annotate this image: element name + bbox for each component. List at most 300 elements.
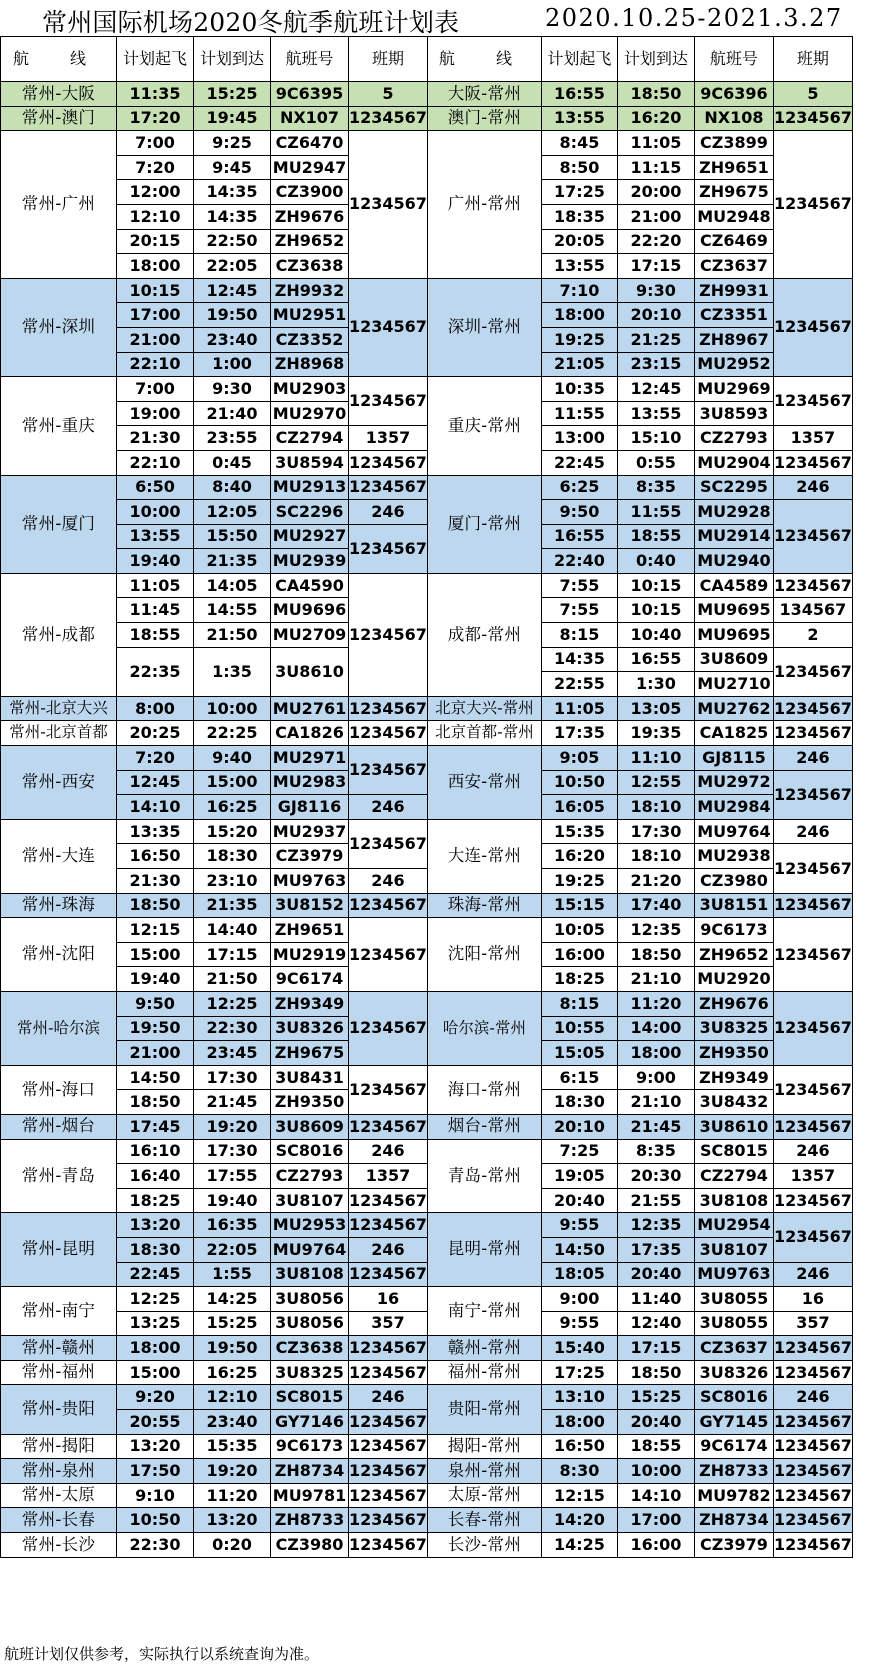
flight-number: MU2903	[271, 377, 349, 402]
arrival-time: 16:25	[194, 795, 271, 820]
arrival-time: 21:50	[194, 967, 271, 992]
departure-time: 8:45	[541, 131, 617, 156]
flight-number: 3U8610	[694, 1114, 773, 1139]
route-name: 西安-常州	[427, 746, 541, 820]
departure-time: 19:25	[541, 327, 617, 352]
flight-number: CZ3900	[271, 180, 349, 205]
departure-time: 17:25	[541, 1360, 617, 1385]
schedule-days: 1234567	[773, 1410, 852, 1435]
arrival-time: 14:35	[194, 180, 271, 205]
schedule-days: 1357	[349, 1164, 428, 1189]
departure-time: 22:10	[117, 450, 194, 475]
arrival-time: 1:35	[194, 647, 271, 696]
route-name: 常州-贵阳	[1, 1385, 117, 1434]
arrival-time: 14:05	[194, 573, 271, 598]
departure-time: 8:30	[541, 1459, 617, 1484]
departure-time: 21:00	[117, 1041, 194, 1066]
departure-time: 6:50	[117, 475, 194, 500]
route-name: 哈尔滨-常州	[427, 991, 541, 1065]
schedule-days: 5	[349, 82, 428, 107]
departure-time: 9:55	[541, 1311, 617, 1336]
departure-time: 21:30	[117, 869, 194, 894]
route-name: 福州-常州	[427, 1360, 541, 1385]
arrival-time: 16:55	[617, 647, 694, 672]
departure-time: 9:20	[117, 1385, 194, 1410]
route-name: 常州-海口	[1, 1065, 117, 1114]
flight-number: SC8015	[271, 1385, 349, 1410]
flight-number: 3U8325	[271, 1360, 349, 1385]
route-name: 常州-太原	[1, 1483, 117, 1508]
departure-time: 7:00	[117, 377, 194, 402]
arrival-time: 21:45	[617, 1114, 694, 1139]
route-name: 常州-赣州	[1, 1336, 117, 1361]
flight-number: MU2937	[271, 819, 349, 844]
flight-number: MU2928	[694, 500, 773, 525]
schedule-days: 1234567	[773, 1065, 852, 1114]
route-name: 常州-大阪	[1, 82, 117, 107]
schedule-days: 1234567	[773, 770, 852, 819]
route-name: 成都-常州	[427, 573, 541, 696]
route-name: 厦门-常州	[427, 475, 541, 573]
departure-time: 19:05	[541, 1164, 617, 1189]
flight-number: ZH9651	[271, 918, 349, 943]
arrival-time: 11:55	[617, 500, 694, 525]
table-row	[1, 1065, 853, 1090]
arrival-time: 23:15	[617, 352, 694, 377]
route-name: 常州-大连	[1, 819, 117, 893]
table-row	[1, 1459, 853, 1484]
departure-time: 16:00	[541, 942, 617, 967]
table-row	[1, 573, 853, 598]
schedule-days: 1234567	[349, 524, 428, 573]
arrival-time: 10:00	[617, 1459, 694, 1484]
schedule-days: 1234567	[773, 278, 852, 376]
departure-time: 14:25	[541, 1533, 617, 1558]
route-name: 重庆-常州	[427, 377, 541, 475]
flight-number: MU2940	[694, 549, 773, 574]
route-name: 太原-常州	[427, 1483, 541, 1508]
departure-time: 19:25	[541, 869, 617, 894]
arrival-time: 18:50	[617, 942, 694, 967]
departure-time: 7:55	[541, 573, 617, 598]
arrival-time: 15:10	[617, 426, 694, 451]
flight-number: ZH8733	[694, 1459, 773, 1484]
flight-number: 3U8325	[694, 1016, 773, 1041]
departure-time: 17:20	[117, 106, 194, 131]
departure-time: 7:20	[117, 155, 194, 180]
flight-number: 3U8326	[271, 1016, 349, 1041]
schedule-days: 1234567	[773, 500, 852, 574]
departure-time: 17:50	[117, 1459, 194, 1484]
schedule-days: 1234567	[349, 450, 428, 475]
arrival-time: 21:25	[617, 327, 694, 352]
route-name: 贵阳-常州	[427, 1385, 541, 1434]
date-range: 2020.10.25-2021.3.27	[545, 4, 843, 32]
departure-time: 10:55	[541, 1016, 617, 1041]
schedule-days: 1234567	[773, 918, 852, 992]
arrival-time: 16:20	[617, 106, 694, 131]
arrival-time: 10:00	[194, 696, 271, 721]
route-name: 常州-广州	[1, 131, 117, 279]
departure-time: 20:10	[541, 1114, 617, 1139]
table-row	[1, 1360, 853, 1385]
schedule-days: 1234567	[773, 131, 852, 279]
departure-time: 14:20	[541, 1508, 617, 1533]
table-row	[1, 819, 853, 844]
arrival-time: 12:45	[617, 377, 694, 402]
schedule-days: 1234567	[773, 377, 852, 426]
flight-number: MU2972	[694, 770, 773, 795]
arrival-time: 18:50	[617, 1360, 694, 1385]
departure-time: 18:50	[117, 893, 194, 918]
flight-number: ZH9349	[271, 991, 349, 1016]
arrival-time: 21:00	[617, 204, 694, 229]
flight-number: NX107	[271, 106, 349, 131]
route-name: 海口-常州	[427, 1065, 541, 1114]
arrival-time: 12:10	[194, 1385, 271, 1410]
schedule-days: 5	[773, 82, 852, 107]
arrival-time: 12:45	[194, 278, 271, 303]
header-days-out: 班期	[349, 37, 428, 82]
flight-number: CZ3979	[271, 844, 349, 869]
schedule-days: 1234567	[349, 819, 428, 868]
arrival-time: 22:05	[194, 254, 271, 279]
route-name: 揭阳-常州	[427, 1434, 541, 1459]
arrival-time: 9:30	[617, 278, 694, 303]
arrival-time: 17:30	[194, 1065, 271, 1090]
table-row	[1, 1287, 853, 1312]
departure-time: 8:15	[541, 991, 617, 1016]
schedule-days: 246	[349, 1237, 428, 1262]
table-row	[1, 1213, 853, 1238]
arrival-time: 15:25	[194, 82, 271, 107]
flight-number: ZH8734	[271, 1459, 349, 1484]
arrival-time: 22:25	[194, 721, 271, 746]
flight-number: NX108	[694, 106, 773, 131]
arrival-time: 22:20	[617, 229, 694, 254]
departure-time: 18:00	[117, 1336, 194, 1361]
arrival-time: 13:05	[617, 696, 694, 721]
flight-number: MU9781	[271, 1483, 349, 1508]
schedule-days: 1234567	[349, 1213, 428, 1238]
departure-time: 13:55	[541, 254, 617, 279]
flight-number: 3U8107	[271, 1188, 349, 1213]
departure-time: 16:40	[117, 1164, 194, 1189]
flight-number: 3U8431	[271, 1065, 349, 1090]
route-name: 常州-西安	[1, 746, 117, 820]
flight-number: GY7146	[271, 1410, 349, 1435]
departure-time: 17:35	[541, 721, 617, 746]
flight-number: MU9782	[694, 1483, 773, 1508]
flight-number: 3U8609	[271, 1114, 349, 1139]
arrival-time: 19:45	[194, 106, 271, 131]
flight-number: 9C6395	[271, 82, 349, 107]
departure-time: 17:00	[117, 303, 194, 328]
route-name: 青岛-常州	[427, 1139, 541, 1213]
schedule-days: 246	[349, 1385, 428, 1410]
departure-time: 7:10	[541, 278, 617, 303]
flight-number: ZH8968	[271, 352, 349, 377]
schedule-days: 246	[773, 819, 852, 844]
flight-number: ZH9652	[694, 942, 773, 967]
arrival-time: 19:50	[194, 303, 271, 328]
flight-number: MU2983	[271, 770, 349, 795]
departure-time: 13:20	[117, 1213, 194, 1238]
departure-time: 18:25	[117, 1188, 194, 1213]
departure-time: 6:25	[541, 475, 617, 500]
departure-time: 19:40	[117, 549, 194, 574]
departure-time: 18:05	[541, 1262, 617, 1287]
schedule-days: 1234567	[773, 647, 852, 696]
arrival-time: 18:10	[617, 844, 694, 869]
flight-number: MU9695	[694, 598, 773, 623]
arrival-time: 23:55	[194, 426, 271, 451]
schedule-days: 2	[773, 623, 852, 648]
route-name: 南宁-常州	[427, 1287, 541, 1336]
arrival-time: 17:55	[194, 1164, 271, 1189]
flight-schedule-table	[0, 36, 853, 1558]
table-row	[1, 1385, 853, 1410]
page-title: 常州国际机场2020冬航季航班计划表	[42, 8, 460, 37]
departure-time: 22:35	[117, 647, 194, 696]
arrival-time: 12:40	[617, 1311, 694, 1336]
arrival-time: 19:50	[194, 1336, 271, 1361]
flight-number: CZ2793	[271, 1164, 349, 1189]
arrival-time: 21:10	[617, 967, 694, 992]
arrival-time: 11:20	[617, 991, 694, 1016]
route-name: 常州-哈尔滨	[1, 991, 117, 1065]
table-row	[1, 721, 853, 746]
arrival-time: 10:15	[617, 598, 694, 623]
arrival-time: 1:00	[194, 352, 271, 377]
arrival-time: 16:25	[194, 1360, 271, 1385]
flight-number: MU2914	[694, 524, 773, 549]
arrival-time: 9:45	[194, 155, 271, 180]
arrival-time: 21:55	[617, 1188, 694, 1213]
arrival-time: 14:55	[194, 598, 271, 623]
flight-number: 3U8152	[271, 893, 349, 918]
departure-time: 7:55	[541, 598, 617, 623]
schedule-days: 1234567	[349, 1336, 428, 1361]
table-row	[1, 869, 853, 894]
schedule-days: 1234567	[349, 1360, 428, 1385]
table-row	[1, 1262, 853, 1287]
departure-time: 14:35	[541, 647, 617, 672]
flight-number: 3U8055	[694, 1287, 773, 1312]
departure-time: 9:55	[541, 1213, 617, 1238]
schedule-days: 16	[349, 1287, 428, 1312]
arrival-time: 18:50	[617, 82, 694, 107]
arrival-time: 12:35	[617, 1213, 694, 1238]
table-row	[1, 1533, 853, 1558]
flight-number: MU2927	[271, 524, 349, 549]
departure-time: 20:25	[117, 721, 194, 746]
departure-time: 16:05	[541, 795, 617, 820]
arrival-time: 10:40	[617, 623, 694, 648]
schedule-days: 1234567	[349, 475, 428, 500]
departure-time: 9:00	[541, 1287, 617, 1312]
departure-time: 10:00	[117, 500, 194, 525]
route-name: 常州-青岛	[1, 1139, 117, 1213]
arrival-time: 23:40	[194, 327, 271, 352]
departure-time: 13:55	[541, 106, 617, 131]
route-name: 沈阳-常州	[427, 918, 541, 992]
flight-number: 3U8107	[694, 1237, 773, 1262]
route-name: 烟台-常州	[427, 1114, 541, 1139]
departure-time: 15:05	[541, 1041, 617, 1066]
arrival-time: 14:10	[617, 1483, 694, 1508]
departure-time: 21:00	[117, 327, 194, 352]
departure-time: 14:10	[117, 795, 194, 820]
schedule-days: 1234567	[349, 1262, 428, 1287]
flight-number: 3U8432	[694, 1090, 773, 1115]
table-row	[1, 1311, 853, 1336]
departure-time: 15:40	[541, 1336, 617, 1361]
arrival-time: 16:00	[617, 1533, 694, 1558]
arrival-time: 20:00	[617, 180, 694, 205]
flight-number: MU9764	[694, 819, 773, 844]
departure-time: 15:00	[117, 1360, 194, 1385]
arrival-time: 12:35	[617, 918, 694, 943]
route-name: 北京大兴-常州	[427, 696, 541, 721]
footer-note: 航班计划仅供参考，实际执行以系统查询为准。	[4, 1645, 320, 1663]
route-name: 常州-重庆	[1, 377, 117, 475]
departure-time: 16:50	[117, 844, 194, 869]
schedule-days: 246	[349, 795, 428, 820]
arrival-time: 11:15	[617, 155, 694, 180]
departure-time: 9:05	[541, 746, 617, 771]
arrival-time: 0:55	[617, 450, 694, 475]
table-row	[1, 918, 853, 943]
flight-number: 9C6396	[694, 82, 773, 107]
departure-time: 22:40	[541, 549, 617, 574]
table-row	[1, 1188, 853, 1213]
flight-number: MU2761	[271, 696, 349, 721]
departure-time: 16:50	[541, 1434, 617, 1459]
table-row	[1, 106, 853, 131]
route-name: 常州-深圳	[1, 278, 117, 376]
table-row	[1, 524, 853, 549]
schedule-days: 1234567	[349, 1483, 428, 1508]
departure-time: 9:50	[541, 500, 617, 525]
arrival-time: 17:15	[194, 942, 271, 967]
route-name: 大连-常州	[427, 819, 541, 893]
departure-time: 16:55	[541, 82, 617, 107]
flight-number: MU2710	[694, 672, 773, 697]
table-row	[1, 1336, 853, 1361]
departure-time: 11:55	[541, 401, 617, 426]
flight-number: MU2762	[694, 696, 773, 721]
route-name: 常州-揭阳	[1, 1434, 117, 1459]
route-name: 昆明-常州	[427, 1213, 541, 1287]
departure-time: 20:15	[117, 229, 194, 254]
departure-time: 12:00	[117, 180, 194, 205]
arrival-time: 19:35	[617, 721, 694, 746]
flight-number: 3U8151	[694, 893, 773, 918]
route-name: 常州-福州	[1, 1360, 117, 1385]
arrival-time: 14:35	[194, 204, 271, 229]
flight-number: 9C6174	[271, 967, 349, 992]
flight-number: ZH9675	[694, 180, 773, 205]
departure-time: 9:10	[117, 1483, 194, 1508]
flight-number: CZ3979	[694, 1533, 773, 1558]
departure-time: 11:35	[117, 82, 194, 107]
schedule-days: 1234567	[349, 721, 428, 746]
flight-number: MU9695	[694, 623, 773, 648]
departure-time: 18:25	[541, 967, 617, 992]
table-row	[1, 1164, 853, 1189]
arrival-time: 11:10	[617, 746, 694, 771]
schedule-days: 1234567	[773, 696, 852, 721]
flight-number: MU9764	[271, 1237, 349, 1262]
route-name: 常州-长春	[1, 1508, 117, 1533]
schedule-days: 1234567	[349, 1508, 428, 1533]
schedule-days: 1234567	[773, 1188, 852, 1213]
flight-number: SC2295	[694, 475, 773, 500]
flight-number: CA4590	[271, 573, 349, 598]
flight-number: MU2971	[271, 746, 349, 771]
table-row	[1, 1483, 853, 1508]
flight-number: 9C6173	[694, 918, 773, 943]
departure-time: 17:45	[117, 1114, 194, 1139]
departure-time: 16:55	[541, 524, 617, 549]
schedule-days: 1234567	[349, 278, 428, 376]
schedule-days: 1234567	[773, 1508, 852, 1533]
table-row	[1, 131, 853, 156]
schedule-days: 1234567	[349, 1410, 428, 1435]
flight-number: MU2970	[271, 401, 349, 426]
flight-number: CA1825	[694, 721, 773, 746]
header-row	[1, 37, 853, 82]
departure-time: 13:20	[117, 1434, 194, 1459]
flight-number: CZ3980	[694, 869, 773, 894]
route-name: 常州-泉州	[1, 1459, 117, 1484]
flight-number: ZH9676	[271, 204, 349, 229]
schedule-days: 1234567	[349, 696, 428, 721]
arrival-time: 12:25	[194, 991, 271, 1016]
flight-number: ZH9651	[694, 155, 773, 180]
header-route-in: 航 线	[427, 37, 541, 82]
departure-time: 22:55	[541, 672, 617, 697]
header-flight-out: 航班号	[271, 37, 349, 82]
flight-number: MU9696	[271, 598, 349, 623]
schedule-days: 1234567	[773, 991, 852, 1065]
departure-time: 22:30	[117, 1533, 194, 1558]
arrival-time: 9:30	[194, 377, 271, 402]
arrival-time: 19:40	[194, 1188, 271, 1213]
arrival-time: 21:35	[194, 893, 271, 918]
departure-time: 11:05	[541, 696, 617, 721]
route-name: 常州-澳门	[1, 106, 117, 131]
arrival-time: 1:30	[617, 672, 694, 697]
departure-time: 10:05	[541, 918, 617, 943]
table-row	[1, 82, 853, 107]
route-name: 北京首都-常州	[427, 721, 541, 746]
departure-time: 18:00	[541, 303, 617, 328]
flight-number: ZH9676	[694, 991, 773, 1016]
flight-number: SC8016	[271, 1139, 349, 1164]
arrival-time: 8:35	[617, 475, 694, 500]
arrival-time: 19:20	[194, 1114, 271, 1139]
schedule-days: 1234567	[773, 1360, 852, 1385]
departure-time: 18:50	[117, 1090, 194, 1115]
schedule-days: 1234567	[773, 1459, 852, 1484]
flight-number: 3U8609	[694, 647, 773, 672]
departure-time: 16:20	[541, 844, 617, 869]
table-row	[1, 893, 853, 918]
route-name: 泉州-常州	[427, 1459, 541, 1484]
table-row	[1, 377, 853, 402]
